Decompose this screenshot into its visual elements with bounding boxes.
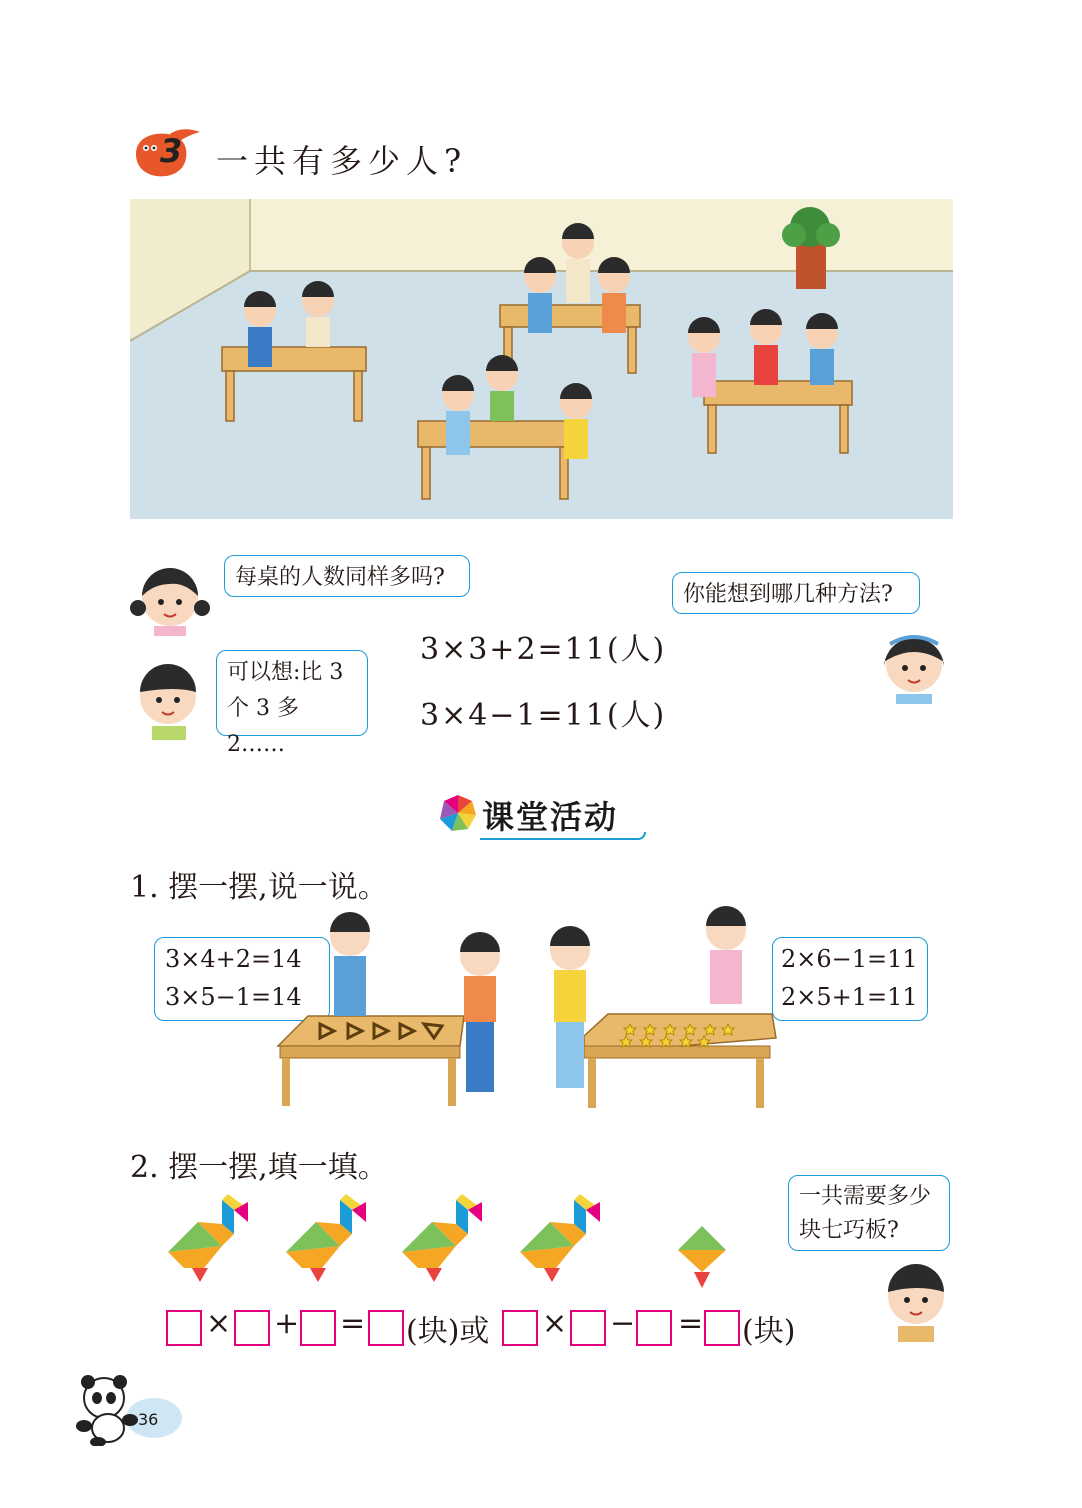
tangram-bird-2 bbox=[282, 1192, 372, 1284]
question-2: 2. 摆一摆,填一填。 bbox=[130, 1150, 388, 1185]
girl-right-question-bubble: 你能想到哪几种方法? bbox=[672, 572, 920, 614]
op-equals-1: = bbox=[340, 1306, 366, 1341]
q1-illustration bbox=[268, 906, 784, 1110]
girl-avatar-left bbox=[130, 556, 210, 636]
page-number: 36 bbox=[138, 1410, 159, 1429]
boy-hint-bubble bbox=[216, 650, 368, 757]
girl-avatar-right bbox=[874, 620, 954, 704]
q1-right-eq2: 2×5+1=11 bbox=[781, 983, 918, 1011]
tangram-partial-shape bbox=[674, 1224, 730, 1290]
boy-avatar-q2 bbox=[878, 1256, 954, 1342]
op-minus: − bbox=[610, 1306, 636, 1341]
activity-icon bbox=[438, 793, 478, 833]
activity-title: 课堂活动 bbox=[482, 798, 619, 836]
op-plus: + bbox=[274, 1306, 300, 1341]
op-unit-or: (块)或 bbox=[406, 1314, 490, 1349]
problem-number: 3 bbox=[160, 132, 183, 170]
op-times-2: × bbox=[542, 1306, 568, 1341]
answer-box-5[interactable] bbox=[502, 1310, 538, 1346]
question-1: 1. 摆一摆,说一说。 bbox=[130, 870, 388, 905]
q2-hint-line1: 一共需要多少 bbox=[799, 1184, 932, 1209]
answer-box-4[interactable] bbox=[368, 1310, 404, 1346]
activity-title-underline bbox=[480, 832, 646, 840]
classroom-illustration bbox=[130, 199, 953, 519]
problem-title: 一共有多少人? bbox=[216, 142, 468, 180]
answer-box-1[interactable] bbox=[166, 1310, 202, 1346]
answer-box-7[interactable] bbox=[636, 1310, 672, 1346]
op-equals-2: = bbox=[678, 1306, 704, 1341]
q1-right-eq1: 2×6−1=11 bbox=[781, 945, 918, 973]
tangram-bird-1 bbox=[164, 1192, 254, 1284]
answer-box-2[interactable] bbox=[234, 1310, 270, 1346]
boy-hint-line2: 个 3 多 2…… bbox=[227, 696, 299, 757]
equation-1: 3×3+2=11(人) bbox=[420, 632, 667, 667]
answer-box-3[interactable] bbox=[300, 1310, 336, 1346]
boy-hint-line1: 可以想:比 3 bbox=[227, 660, 344, 685]
q1-right-bubble bbox=[772, 937, 928, 1021]
q2-hint-line2: 块七巧板? bbox=[799, 1218, 899, 1243]
op-times-1: × bbox=[206, 1306, 232, 1341]
q1-left-eq1: 3×4+2=14 bbox=[165, 945, 302, 973]
boy-avatar-left bbox=[130, 654, 210, 740]
answer-box-6[interactable] bbox=[570, 1310, 606, 1346]
girl-question-bubble: 每桌的人数同样多吗? bbox=[224, 555, 470, 597]
tangram-bird-3 bbox=[398, 1192, 488, 1284]
q2-hint-bubble bbox=[788, 1175, 950, 1251]
q1-left-eq2: 3×5−1=14 bbox=[165, 983, 302, 1011]
problem-badge bbox=[130, 128, 202, 180]
panda-icon bbox=[70, 1372, 182, 1446]
answer-box-8[interactable] bbox=[704, 1310, 740, 1346]
equation-2: 3×4−1=11(人) bbox=[420, 698, 667, 733]
tangram-bird-4 bbox=[516, 1192, 606, 1284]
op-unit: (块) bbox=[742, 1314, 796, 1349]
